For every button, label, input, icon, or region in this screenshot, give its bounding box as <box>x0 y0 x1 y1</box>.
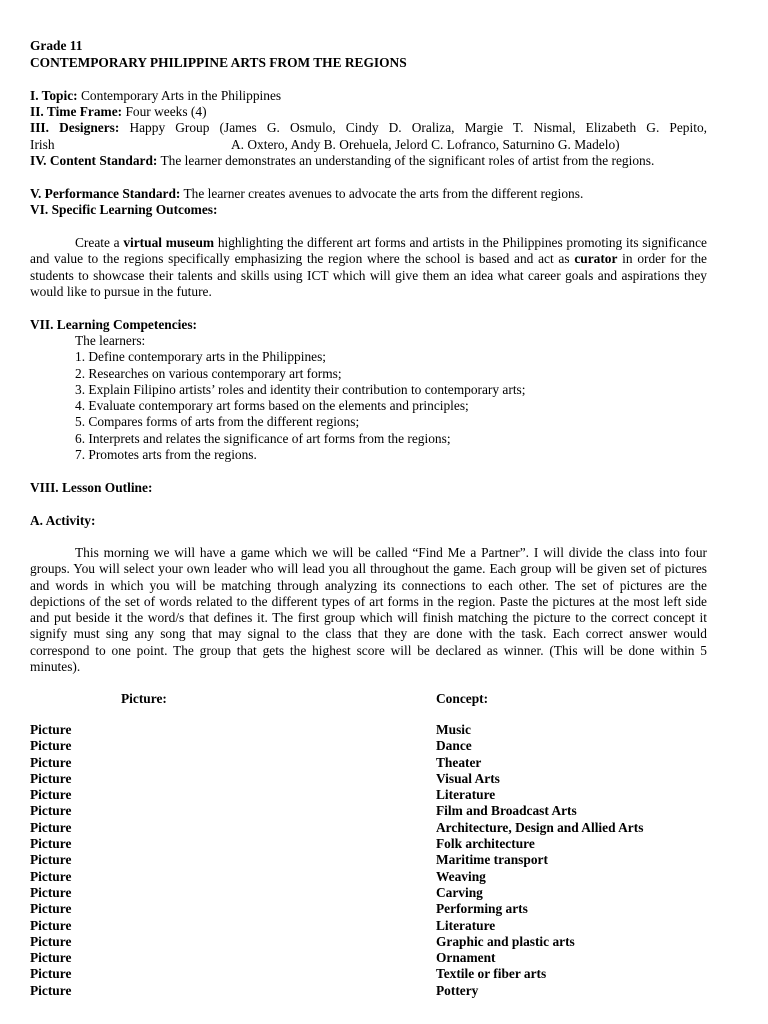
picture-cell: Picture <box>30 917 72 933</box>
concept-cell: Literature <box>436 917 496 933</box>
picture-cell: Picture <box>30 803 72 819</box>
picture-cell: Picture <box>30 901 72 917</box>
concept-cell: Ornament <box>436 950 496 966</box>
list-item: 1. Define contemporary arts in the Philippines; <box>75 349 327 365</box>
table-row <box>30 966 730 982</box>
table-row <box>30 755 730 771</box>
picture-cell: Picture <box>30 770 72 786</box>
table-row <box>30 771 730 787</box>
list-item: 6. Interprets and relates the significance of art forms from the regions; <box>75 430 451 446</box>
table-row <box>30 885 730 901</box>
content-standard <box>30 153 707 169</box>
concept-cell: Pottery <box>436 982 479 998</box>
concept-cell: Theater <box>436 754 482 770</box>
table-row <box>30 836 730 852</box>
outcomes-text-3: in order for the students to showcase their talents and skills using ICT which will give them an idea what career goals and aspirations they would like to pursue in the future. <box>30 251 707 299</box>
competencies-intro: The learners: <box>75 333 146 348</box>
content-standard-value: The learner demonstrates an understanding of the significant roles of artist from the regions. <box>160 153 655 168</box>
designers-continuation-a: Irish <box>30 137 55 152</box>
matching-table <box>30 722 730 999</box>
time-frame-line <box>30 104 207 120</box>
topic-line <box>30 88 281 104</box>
picture-cell: Picture <box>30 966 72 982</box>
competencies-heading: VII. Learning Competencies: <box>30 317 197 332</box>
content-standard-label: IV. Content Standard: <box>30 153 158 168</box>
activity-paragraph: This morning we will have a game which we will be called “Find Me a Partner”. I will divide the class into four groups. You will select your own leader who will lead you all throughout the game. Each group will be given set of pictures and words in which you will be matching through analyzing its connections to each other. The set of pictures are the depictions of the set of words related to the different types of art forms in the region. Paste the pictures at the most left side and put beside it the word/s that defines it. The first group which will finish matching the picture to the correct concept it signify must sing any song that may signal to the class that they are done with the task. Each correct answer would correspond to one point. The group that gets the highest score will be declared as winner. (This will be done within 5 minutes). <box>30 545 707 675</box>
concept-cell: Maritime transport <box>436 852 548 868</box>
table-row <box>30 787 730 803</box>
list-item: 5. Compares forms of arts from the different regions; <box>75 414 360 430</box>
concept-cell: Dance <box>436 738 472 754</box>
document-title: CONTEMPORARY PHILIPPINE ARTS FROM THE REGIONS <box>30 55 407 70</box>
concept-cell: Architecture, Design and Allied Arts <box>436 819 644 835</box>
table-row <box>30 820 730 836</box>
performance-standard-value: The learner creates avenues to advocate the arts from the different regions. <box>183 186 584 201</box>
designers-names: Happy Group (James G. Osmulo, Cindy D. Oraliza, Margie T. Nismal, Elizabeth G. Pepito, <box>129 120 707 135</box>
picture-cell: Picture <box>30 836 72 852</box>
concept-cell: Literature <box>436 787 496 803</box>
list-item: 7. Promotes arts from the regions. <box>75 447 257 463</box>
table-row <box>30 803 730 819</box>
picture-cell: Picture <box>30 819 72 835</box>
activity-heading: A. Activity: <box>30 513 96 528</box>
outcomes-heading: VI. Specific Learning Outcomes: <box>30 202 218 217</box>
list-item: 4. Evaluate contemporary art forms based on the elements and principles; <box>75 398 469 414</box>
table-row <box>30 934 730 950</box>
performance-standard <box>30 186 583 202</box>
outcomes-text-1: Create a <box>75 235 124 250</box>
picture-cell: Picture <box>30 950 72 966</box>
concept-cell: Performing arts <box>436 901 528 917</box>
table-row <box>30 918 730 934</box>
concept-cell: Music <box>436 722 471 737</box>
outcomes-paragraph <box>30 235 707 300</box>
concept-cell: Carving <box>436 884 483 900</box>
picture-cell: Picture <box>30 787 72 803</box>
outcomes-text-2: highlighting the different art forms and artists in the Philippines promoting its significance and value to the regions specifically emphasizing the region where the school is based and act as <box>30 235 707 267</box>
picture-cell: Picture <box>30 982 72 998</box>
picture-cell: Picture <box>30 722 72 737</box>
competencies-list <box>75 333 525 463</box>
topic-value: Contemporary Arts in the Philippines <box>81 88 282 103</box>
picture-cell: Picture <box>30 868 72 884</box>
list-item: 3. Explain Filipino artists’ roles and identity their contribution to contemporary arts; <box>75 381 526 397</box>
topic-label: I. Topic: <box>30 88 78 103</box>
concept-column-header: Concept: <box>436 691 489 706</box>
performance-standard-label: V. Performance Standard: <box>30 186 181 201</box>
designers-label: III. Designers: <box>30 120 120 135</box>
picture-cell: Picture <box>30 884 72 900</box>
table-row <box>30 722 730 738</box>
time-frame-label: II. Time Frame: <box>30 104 123 119</box>
designers-line <box>30 120 707 136</box>
table-row <box>30 852 730 868</box>
picture-cell: Picture <box>30 754 72 770</box>
lesson-outline-heading: VIII. Lesson Outline: <box>30 480 153 495</box>
designers-continuation-b: A. Oxtero, Andy B. Orehuela, Jelord C. Lofranco, Saturnino G. Madelo) <box>231 137 620 152</box>
concept-cell: Textile or fiber arts <box>436 966 547 982</box>
grade-label: Grade 11 <box>30 38 83 53</box>
picture-cell: Picture <box>30 852 72 868</box>
concept-cell: Weaving <box>436 868 486 884</box>
table-row <box>30 738 730 754</box>
table-row <box>30 901 730 917</box>
concept-cell: Folk architecture <box>436 836 535 852</box>
picture-column-header: Picture: <box>121 691 167 706</box>
virtual-museum-term: virtual museum <box>123 235 215 250</box>
concept-cell: Graphic and plastic arts <box>436 933 575 949</box>
picture-cell: Picture <box>30 933 72 949</box>
list-item: 2. Researches on various contemporary art forms; <box>75 365 342 381</box>
table-row <box>30 983 730 999</box>
concept-cell: Film and Broadcast Arts <box>436 803 577 819</box>
time-frame-value: Four weeks (4) <box>125 104 207 119</box>
curator-term: curator <box>574 251 618 267</box>
concept-cell: Visual Arts <box>436 770 500 786</box>
table-row <box>30 950 730 966</box>
picture-cell: Picture <box>30 738 72 754</box>
table-row <box>30 869 730 885</box>
